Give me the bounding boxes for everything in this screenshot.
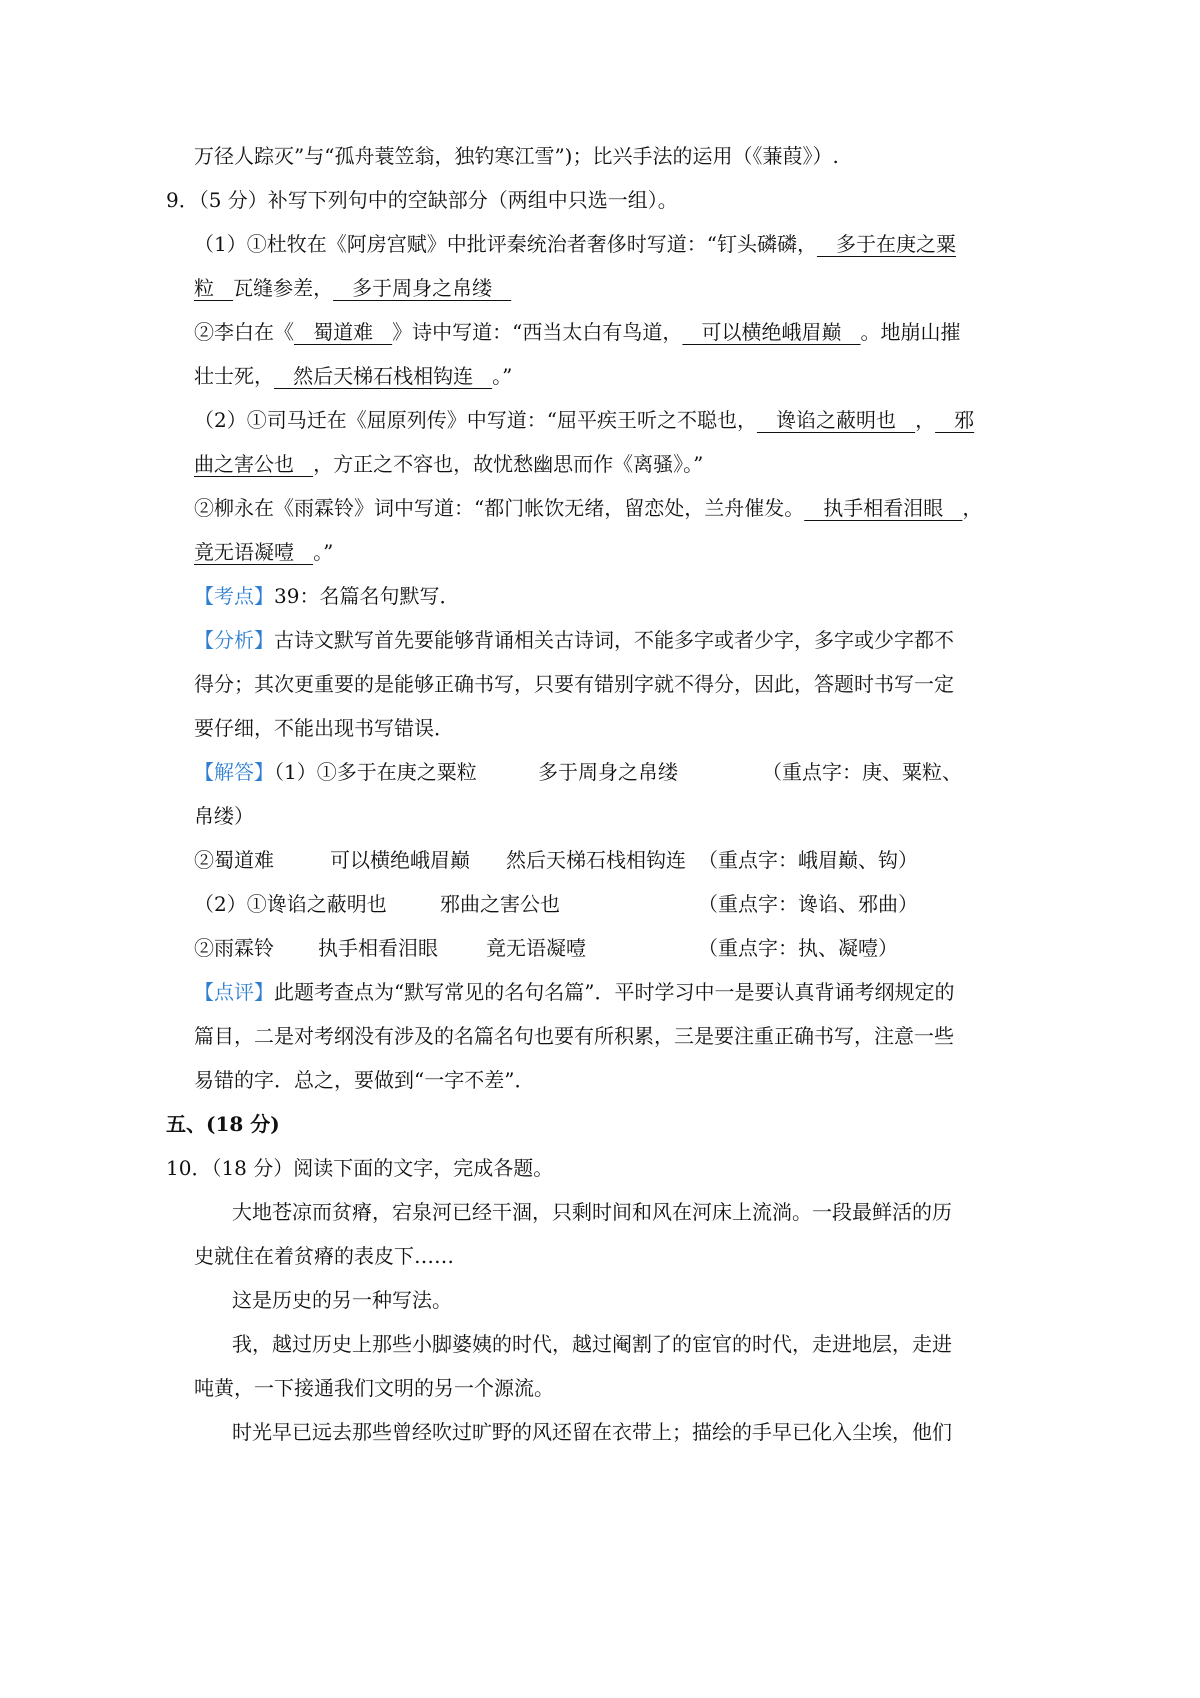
jieda-text: 执手相看泪眼 (318, 936, 438, 960)
jieda-text: 然后天梯石栈相钩连 (506, 848, 686, 872)
answer-blank: 邪 (935, 408, 975, 432)
text-line (194, 363, 512, 389)
question-text: 。地崩山摧 (860, 320, 961, 344)
question-text: 。” (313, 540, 334, 564)
passage-line: 这是历史的另一种写法。 (232, 1288, 452, 1312)
answer-blank: 曲之害公也 (194, 452, 314, 476)
jieda-text: ②雨霖铃 (194, 936, 274, 960)
jieda-text: 可以横绝峨眉巅 (330, 848, 470, 872)
kaodian-text: 39：名篇名句默写． (274, 584, 460, 608)
question-text: ， (915, 408, 936, 432)
jieda-text: （重点字：峨眉巅、钩） (698, 848, 918, 872)
passage-line: 吨黄，一下接通我们文明的另一个源流。 (194, 1376, 554, 1400)
kaodian-tag: 【考点】 (194, 584, 274, 608)
answer-blank: 粒 (194, 276, 234, 300)
question-text: （2）①司马迁在《屈原列传》中写道：“屈平疾王听之不聪也， (194, 408, 757, 432)
question-text: ， (962, 496, 983, 520)
question-text: 》诗中写道：“西当太白有鸟道， (392, 320, 683, 344)
jieda-text: （重点字：执、凝噎） (698, 936, 898, 960)
text-line: 要仔细，不能出现书写错误． (194, 716, 454, 740)
fenxi-line (194, 627, 954, 653)
question-text: ②柳永在《雨霖铃》词中写道：“都门帐饮无绪，留恋处，兰舟催发。 (194, 496, 805, 520)
answer-blank: 竟无语凝噎 (194, 540, 314, 564)
question-text: 壮士死， (194, 364, 274, 388)
text-line: 篇目，二是对考纲没有涉及的名篇名句也要有所积累，三是要注重正确书写，注意一些 (194, 1024, 954, 1048)
question-text: ②李白在《 (194, 320, 294, 344)
answer-blank: 然后天梯石栈相钩连 (274, 364, 493, 388)
answer-blank: 可以横绝峨眉巅 (682, 320, 861, 344)
question-text: （1）①杜牧在《阿房宫赋》中批评秦统治者奢侈时写道：“钉头磷磷， (194, 232, 817, 256)
text-line (194, 319, 961, 345)
jieda-text: （重点字：庚、粟粒、 (762, 760, 962, 784)
jieda-text: ②蜀道难 (194, 848, 274, 872)
text-line (194, 231, 956, 257)
text-line: 得分；其次更重要的是能够正确书写，只要有错别字就不得分，因此，答题时书写一定 (194, 672, 954, 696)
answer-blank: 多于周身之帛缕 (333, 276, 512, 300)
text-line (194, 451, 703, 477)
question-10-heading: 10．（18 分）阅读下面的文字，完成各题。 (166, 1156, 554, 1180)
jieda-text: （1）①多于在庚之粟粒 (274, 760, 477, 784)
text-line: 万径人踪灭”与“孤舟蓑笠翁，独钓寒江雪”)；比兴手法的运用（《蒹葭》）. (194, 144, 839, 168)
text-line: 易错的字．总之，要做到“一字不差”． (194, 1068, 535, 1092)
passage-line: 时光早已远去那些曾经吹过旷野的风还留在衣带上；描绘的手早已化入尘埃，他们 (232, 1420, 952, 1444)
kaodian-line (194, 583, 459, 609)
text-line (194, 407, 974, 433)
answer-blank: 执手相看泪眼 (804, 496, 963, 520)
answer-blank: 多于在庚之粟 (816, 232, 957, 256)
question-9-heading: 9．（5 分）补写下列句中的空缺部分（两组中只选一组）。 (166, 188, 678, 212)
text-line (194, 495, 982, 521)
jieda-tag: 【解答】 (194, 760, 274, 784)
dianping-text: 此题考查点为“默写常见的名句名篇”．平时学习中一是要认真背诵考纲规定的 (274, 980, 955, 1004)
passage-line: 史就住在着贫瘠的表皮下…… (194, 1244, 454, 1268)
jieda-line (194, 759, 477, 785)
answer-blank: 蜀道难 (294, 320, 393, 344)
passage-line: 我，越过历史上那些小脚婆姨的时代，越过阉割了的宦官的时代，走进地层，走进 (232, 1332, 952, 1356)
jieda-text: 竟无语凝噎 (486, 936, 586, 960)
dianping-tag: 【点评】 (194, 980, 274, 1004)
answer-blank: 谗谄之蔽明也 (756, 408, 916, 432)
dianping-line (194, 979, 954, 1005)
text-line (194, 539, 333, 565)
jieda-text: 邪曲之害公也 (440, 892, 560, 916)
text-line (194, 275, 511, 301)
fenxi-text: 古诗文默写首先要能够背诵相关古诗词，不能多字或者少字，多字或少字都不 (274, 628, 954, 652)
jieda-text: 多于周身之帛缕 (538, 760, 678, 784)
question-text: ，方正之不容也，故忧愁幽思而作《离骚》。” (313, 452, 704, 476)
jieda-text: （2）①谗谄之蔽明也 (194, 892, 387, 916)
fenxi-tag: 【分析】 (194, 628, 274, 652)
passage-line: 大地苍凉而贫瘠，宕泉河已经干涸，只剩时间和风在河床上流淌。一段最鲜活的历 (232, 1200, 952, 1224)
section-heading: 五、(18 分) (166, 1112, 280, 1136)
question-text: 。” (492, 364, 513, 388)
jieda-text: （重点字：谗谄、邪曲） (698, 892, 918, 916)
question-text: 瓦缝参差， (233, 276, 334, 300)
jieda-text: 帛缕） (194, 804, 254, 828)
